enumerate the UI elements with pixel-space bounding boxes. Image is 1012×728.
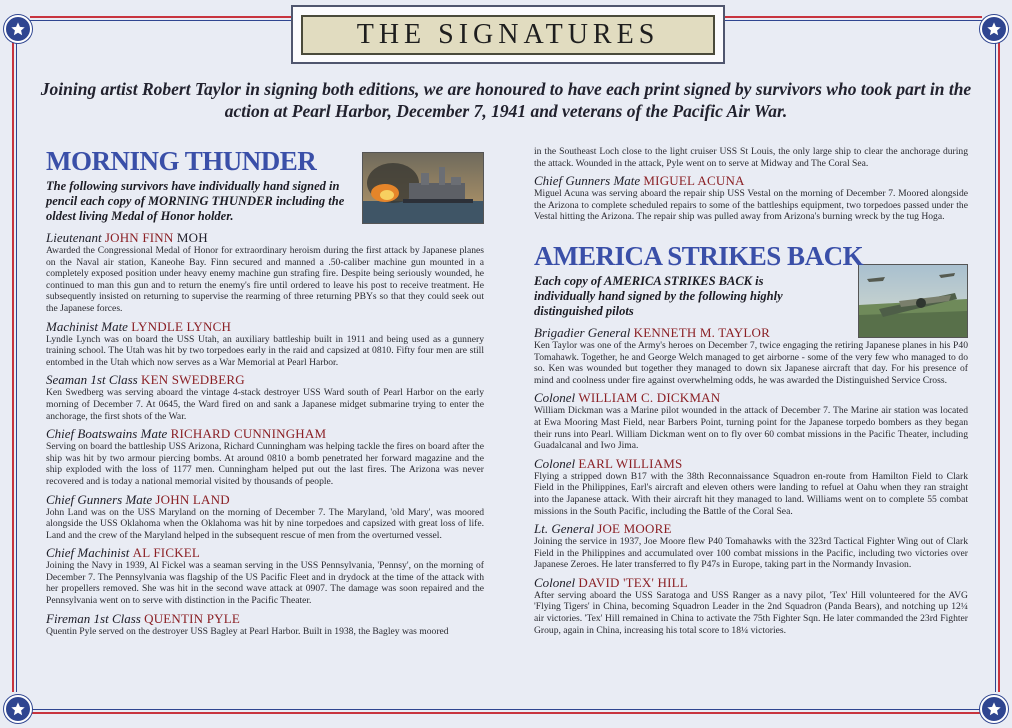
star-icon <box>4 695 32 723</box>
signatory-entry <box>46 319 484 369</box>
star-icon <box>980 15 1008 43</box>
signatory-bio: Serving on board the battleship USS Arizona, Richard Cunningham was helping tackle the fires on board after the ship was hit by two armour piercing bombs. At around 0810 a bomb penetrated her forward magazine and the ship exploded with the loss of 1177 men. Cunningham helped put out the last fires. The Arizona was never recovered and is today a national memorial visited by thousands of people. <box>46 441 484 487</box>
signatory-name: JOHN LAND <box>155 491 230 507</box>
signatory-bio: Awarded the Congressional Medal of Honor for extraordinary heroism during the first attack by Japanese planes on the Naval air station, Kaneohe Bay. Finn secured and manned a .50-caliber machine gun mounted in a completely exposed position under heavy enemy machine gun strafing fire. Despite being seriously wounded, he continued to man this gun and to return the enemy's fire until ordered to leave his post to receive treatment. He subsequently insisted on returning to supervise the rearming of three returning PBYs so that they could seek out the Japanese forces. <box>46 245 484 314</box>
star-icon <box>980 695 1008 723</box>
left-column <box>46 146 484 637</box>
signatory-entry <box>534 521 968 571</box>
signatory-name: QUENTIN PYLE <box>144 610 241 626</box>
signatory-rank: Chief Gunners Mate <box>534 173 644 189</box>
signatory-name: AL FICKEL <box>132 545 201 561</box>
signatory-bio-continued: in the Southeast Loch close to the light cruiser USS St Louis, the only large ship to clear the anchorage during the attack. Wounded in the attack, Pyle went on to serve at Midway and The Coral Sea. <box>534 146 968 169</box>
signatory-rank: Lieutenant <box>46 230 105 245</box>
america-strikes-back-heading: AMERICA STRIKES BACK <box>534 240 864 271</box>
page-title: THE SIGNATURES <box>301 15 715 55</box>
signatory-bio: Joining the service in 1937, Joe Moore flew P40 Tomahawks with the 323rd Tactical Fighter Wing out of Clark Field in the Philippines and accumulated over 100 combat missions in the Pacific, including two victories over Japanese Zeroes. He later transferred to fly P47s in Europe, taking part in the Normandy Invasion. <box>534 536 968 571</box>
signatory-rank: Chief Machinist <box>46 545 133 561</box>
border-right-blue <box>995 40 996 692</box>
signatory-name: KEN SWEDBERG <box>140 372 245 388</box>
signatory-rank: Brigadier General <box>534 324 634 340</box>
signatory-entry <box>534 390 968 451</box>
border-left-red <box>12 40 14 692</box>
signatory-name: DAVID 'TEX' HILL <box>578 574 688 590</box>
signatory-name: EARL WILLIAMS <box>578 455 683 471</box>
signatory-rank: Machinist Mate <box>46 318 132 334</box>
signatory-entry <box>46 611 484 638</box>
signatory-rank: Chief Gunners Mate <box>46 491 156 507</box>
border-left-blue <box>16 40 17 692</box>
signatory-rank: Colonel <box>534 390 579 406</box>
signatory-name: MIGUEL ACUNA <box>643 173 745 189</box>
signatory-name: JOHN FINN <box>104 230 174 245</box>
title-banner <box>291 5 725 64</box>
signatory-honor: MOH <box>173 230 208 245</box>
morning-thunder-heading: MORNING THUNDER <box>46 146 317 176</box>
signatory-name: JOE MOORE <box>597 521 672 537</box>
signatory-bio: Lyndle Lynch was on board the USS Utah, an auxiliary battleship built in 1911 and being used as a gunnery training school. The Utah was hit by two torpedoes early in the raid and capsized at 0810. Fifty four men are still entombed in the Utah which now serves as a War Memorial at Pearl Harbor. <box>46 333 484 368</box>
intro-text: Joining artist Robert Taylor in signing both editions, we are honoured to have each print signed by survivors who took part in the action at Pearl Harbor, December 7, 1941 and veterans of the Pacific Air War. <box>40 79 972 121</box>
signatory-bio: Flying a stripped down B17 with the 38th Reconnaissance Squadron en-route from Hamilton Field to Clark Field in the Philippines, Earl's aircraft and eleven others were landing to refuel at Oahu when they ran straight into the Japanese attack. With their aircraft hit they managed to land. Williams went on to complete 55 combat missions in the South Pacific, including the Battle of the Coral Sea. <box>534 470 968 517</box>
border-bottom-blue <box>30 709 982 710</box>
signatory-entry <box>46 545 484 606</box>
signatory-bio: Joining the Navy in 1939, Al Fickel was a seaman serving in the USS Pennsylvania, 'Pennsy', on the morning of December 7. The Pennsylvania was flagship of the US Pacific Fleet and in drydock at the time of the attack with her propellers removed. She was hit in the second wave attack at 0907. The damage was soon repaired and the Pennsylvania went on to serve with distinction in the Pacific Theater. <box>46 560 484 607</box>
america-strikes-back-subtitle: Each copy of AMERICA STRIKES BACK is individually hand signed by the following highly distinguished pilots <box>534 273 783 318</box>
border-bottom-red <box>30 712 982 714</box>
right-column <box>534 146 968 636</box>
signatory-bio: William Dickman was a Marine pilot wounded in the attack of December 7. The Marine air station was located at Ewa Mooring Mast Field, near Barbers Point, turning point for the Japanese torpedo bombers as they began their runs into Pearl. William Dickman went on to fly over 60 combat missions in the Pacific Theater, including Guadalcanal and Iwo Jima. <box>534 405 968 452</box>
signatory-name: RICHARD CUNNINGHAM <box>170 426 327 442</box>
signatory-name: WILLIAM C. DICKMAN <box>578 390 721 406</box>
signatory-entry <box>534 456 968 517</box>
signatory-entry <box>46 372 484 422</box>
signatory-bio: John Land was on the USS Maryland on the morning of December 7. The Maryland, 'old Mary', was moored alongside the USS Oklahoma when the Oklahoma was hit by nine torpedoes and capsized with great loss of life. Land and the crew of the Maryland helped in the subsequent rescue of men from the overturned vessel. <box>46 506 484 541</box>
signatory-rank: Colonel <box>534 574 579 590</box>
signatory-entry <box>46 492 484 542</box>
border-right-red <box>998 40 1000 692</box>
morning-thunder-subtitle: The following survivors have individually hand signed in pencil each copy of MORNING THUNDER including the oldest living Medal of Honor holder. <box>46 179 345 223</box>
signatory-rank: Colonel <box>534 455 579 471</box>
star-icon <box>4 15 32 43</box>
signatory-bio: Ken Swedberg was serving aboard the vintage 4-stack destroyer USS Ward south of Pearl Harbor on the early morning of December 7. At 0645, the Ward fired on and sank a Japanese midget submarine trying to enter the anchorage, the first shots of the War. <box>46 387 484 422</box>
signatory-name: LYNDLE LYNCH <box>131 318 232 334</box>
signatory-entry <box>534 325 968 386</box>
signatory-entry <box>46 426 484 487</box>
signatory-rank: Chief Boatswains Mate <box>46 426 171 442</box>
signatory-entry <box>46 230 484 315</box>
signatory-bio: Miguel Acuna was serving aboard the repair ship USS Vestal on the morning of December 7. Moored alongside the Arizona to complete scheduled repairs to some of the battleships equipment, two torpedoes passed under the Vestal hitting the Arizona. The repair ship was pulled away from Arizona's burning wreck by the tug Hoga. <box>534 188 968 223</box>
signatory-entry <box>534 173 968 223</box>
signatory-bio: After serving aboard the USS Saratoga and USS Ranger as a navy pilot, 'Tex' Hill volunteered for the AVG 'Flying Tigers' in China, becoming Squadron Leader in the 2nd Squadron (Panda Bears), and notching up 12¼ air victories. 'Tex' Hill remained in China to activate the 75th Fighter Sqn. He later commanded the 23rd Fighter Group, again in China, increasing his total score to 18¼ victories. <box>534 589 968 636</box>
signatory-name: KENNETH M. TAYLOR <box>633 324 770 340</box>
signatory-bio: Quentin Pyle served on the destroyer USS Bagley at Pearl Harbor. Built in 1938, the Bagley was moored <box>46 625 449 637</box>
signatory-entry <box>534 575 968 636</box>
signatory-rank: Fireman 1st Class <box>46 610 145 626</box>
signatory-rank: Lt. General <box>534 521 598 537</box>
signatory-rank: Seaman 1st Class <box>46 372 141 388</box>
signatory-bio: Ken Taylor was one of the Army's heroes on December 7, twice engaging the retiring Japanese planes in his P40 Tomahawk. Together, he and George Welch managed to get airborne - some of the very few who managed to do so. Ken was wounded but together they managed to down six Japanese aircraft that day. For his presence of mind and coolness under fire against overwhelming odds, he was awarded the Distinguished Service Cross. <box>534 339 968 386</box>
